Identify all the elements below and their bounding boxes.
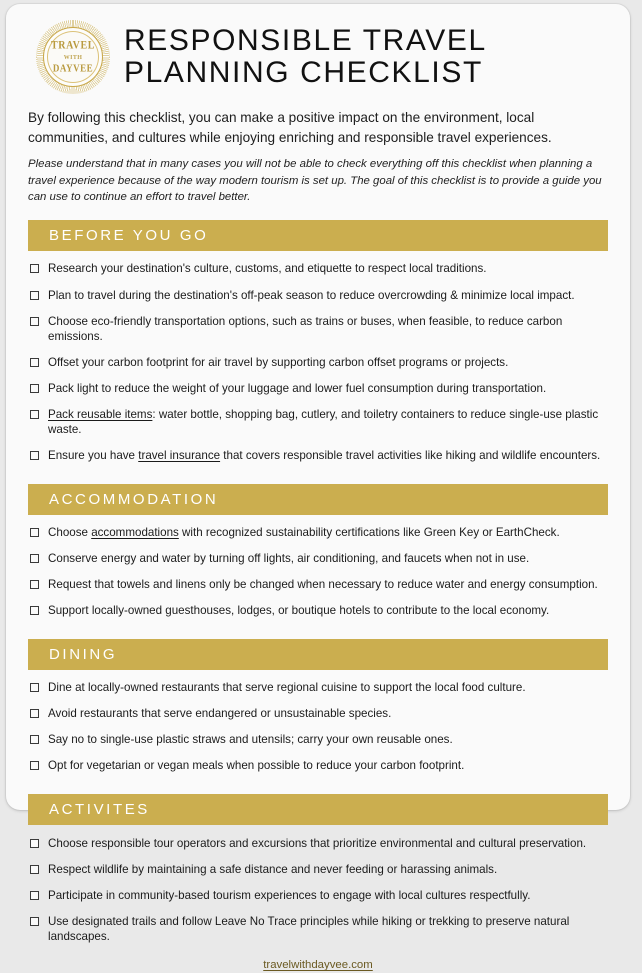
- checklist-item-label: Dine at locally-owned restaurants that serve regional cuisine to support the local food culture.: [48, 681, 526, 695]
- checklist-item-label: Choose responsible tour operators and excursions that prioritize environmental and cultural preservation.: [48, 836, 587, 850]
- page-title: [124, 25, 614, 89]
- section-header-label: DINING: [49, 645, 118, 663]
- checklist-item-label: Plan to travel during the destination's off-peak season to reduce overcrowding & minimize local impact.: [48, 288, 575, 302]
- checklist-item[interactable]: [28, 572, 608, 598]
- checklist-item[interactable]: [28, 442, 608, 468]
- disclaimer-paragraph: Please understand that in many cases you will not be able to check everything off this checklist when planning a travel experience because of the way modern tourism is set up. The goal of this checklist is to provide a guide you can use to continue an effort to travel better.: [28, 158, 602, 203]
- checklist-item[interactable]: [28, 856, 608, 882]
- checklist-sections: [22, 220, 614, 949]
- checklist-item[interactable]: [28, 282, 608, 308]
- checklist-items: [28, 251, 608, 469]
- page-title-line-1: RESPONSIBLE TRAVEL: [124, 24, 487, 58]
- checkbox-icon[interactable]: [30, 528, 39, 537]
- checklist-item[interactable]: [28, 256, 608, 282]
- intro-paragraph: By following this checklist, you can make a positive impact on the environment, local communities, and cultures while enjoying enriching and responsible travel experiences.: [28, 110, 552, 145]
- checkbox-icon[interactable]: [30, 891, 39, 900]
- checkbox-icon[interactable]: [30, 839, 39, 848]
- document-footer: [22, 955, 614, 973]
- checklist-item[interactable]: [28, 546, 608, 572]
- checklist-item-label: Pack reusable items: water bottle, shopping bag, cutlery, and toiletry containers to reduce single-use plastic waste.: [48, 407, 599, 436]
- checklist-item-label: Choose eco-friendly transportation options, such as trains or buses, when feasible, to reduce carbon emissions.: [48, 314, 563, 343]
- checklist-item-link[interactable]: accommodations: [91, 526, 179, 540]
- checkbox-icon[interactable]: [30, 865, 39, 874]
- checklist-item-label: Respect wildlife by maintaining a safe distance and never feeding or harassing animals.: [48, 862, 498, 876]
- logo-line-1: TRAVEL: [51, 39, 95, 52]
- checklist-item-label: Offset your carbon footprint for air travel by supporting carbon offset programs or projects.: [48, 355, 509, 369]
- checklist-item-label: Say no to single-use plastic straws and utensils; carry your own reusable ones.: [48, 733, 453, 747]
- checklist-items: [28, 825, 608, 949]
- section-header-activites: [28, 794, 608, 825]
- checklist-items: [28, 670, 608, 779]
- checkbox-icon[interactable]: [30, 451, 39, 460]
- checklist-item-label: Avoid restaurants that serve endangered or unsustainable species.: [48, 707, 392, 721]
- checklist-item[interactable]: [28, 908, 608, 949]
- checklist-item[interactable]: [28, 598, 608, 624]
- document-header: [22, 4, 614, 100]
- checklist-item[interactable]: [28, 520, 608, 546]
- checklist-item-label: Research your destination's culture, customs, and etiquette to respect local traditions.: [48, 262, 487, 276]
- logo-line-3: DAYVEE: [52, 62, 94, 74]
- checkbox-icon[interactable]: [30, 606, 39, 615]
- checkbox-icon[interactable]: [30, 317, 39, 326]
- checkbox-icon[interactable]: [30, 735, 39, 744]
- page-title-line-2: PLANNING CHECKLIST: [124, 56, 483, 89]
- checklist-item[interactable]: [28, 675, 608, 701]
- checklist-item[interactable]: [28, 727, 608, 753]
- section-header-before-you-go: [28, 220, 608, 251]
- website-link[interactable]: travelwithdayvee.com: [263, 959, 373, 972]
- checkbox-icon[interactable]: [30, 917, 39, 926]
- checklist-item-label: Support locally-owned guesthouses, lodges, or boutique hotels to contribute to the local economy.: [48, 604, 550, 618]
- logo-line-2: WITH: [63, 55, 83, 61]
- checkbox-icon[interactable]: [30, 709, 39, 718]
- checklist-item-label: Opt for vegetarian or vegan meals when possible to reduce your carbon footprint.: [48, 759, 465, 773]
- checklist-item-link[interactable]: Pack reusable items: [48, 407, 153, 421]
- checklist-item-label: Participate in community-based tourism experiences to engage with local cultures respectfully.: [48, 888, 531, 902]
- checklist-item-label: Ensure you have travel insurance that covers responsible travel activities like hiking and wildlife encounters.: [48, 448, 601, 462]
- logo-text: [36, 20, 110, 94]
- checklist-item-link[interactable]: travel insurance: [138, 448, 221, 462]
- section-header-dining: [28, 639, 608, 670]
- checkbox-icon[interactable]: [30, 358, 39, 367]
- checkbox-icon[interactable]: [30, 554, 39, 563]
- checklist-item[interactable]: [28, 882, 608, 908]
- checklist-item-label: Choose accommodations with recognized sustainability certifications like Green Key or EarthCheck.: [48, 526, 560, 540]
- checklist-item-label: Request that towels and linens only be changed when necessary to reduce water and energy consumption.: [48, 578, 598, 592]
- checkbox-icon[interactable]: [30, 291, 39, 300]
- checklist-item-label: Conserve energy and water by turning off lights, air conditioning, and faucets when not in use.: [48, 552, 530, 566]
- checkbox-icon[interactable]: [30, 384, 39, 393]
- checklist-item[interactable]: [28, 830, 608, 856]
- checklist-item[interactable]: [28, 701, 608, 727]
- checklist-items: [28, 515, 608, 624]
- brand-logo: [36, 20, 110, 94]
- checkbox-icon[interactable]: [30, 410, 39, 419]
- checklist-page: [6, 4, 630, 972]
- section-header-label: ACCOMMODATION: [49, 490, 219, 508]
- checklist-item-label: Use designated trails and follow Leave No Trace principles while hiking or trekking to preserve natural landscapes.: [48, 914, 570, 943]
- checkbox-icon[interactable]: [30, 264, 39, 273]
- checklist-item[interactable]: [28, 375, 608, 401]
- page-content: [6, 4, 630, 972]
- checkbox-icon[interactable]: [30, 580, 39, 589]
- checkbox-icon[interactable]: [30, 683, 39, 692]
- checkbox-icon[interactable]: [30, 761, 39, 770]
- checklist-item[interactable]: [28, 308, 608, 349]
- checklist-item[interactable]: [28, 753, 608, 779]
- section-header-accommodation: [28, 484, 608, 515]
- section-header-label: BEFORE YOU GO: [49, 226, 209, 244]
- checklist-item-label: Pack light to reduce the weight of your luggage and lower fuel consumption during transportation.: [48, 381, 547, 395]
- checklist-item[interactable]: [28, 401, 608, 442]
- checklist-item[interactable]: [28, 349, 608, 375]
- section-header-label: ACTIVITES: [49, 801, 150, 819]
